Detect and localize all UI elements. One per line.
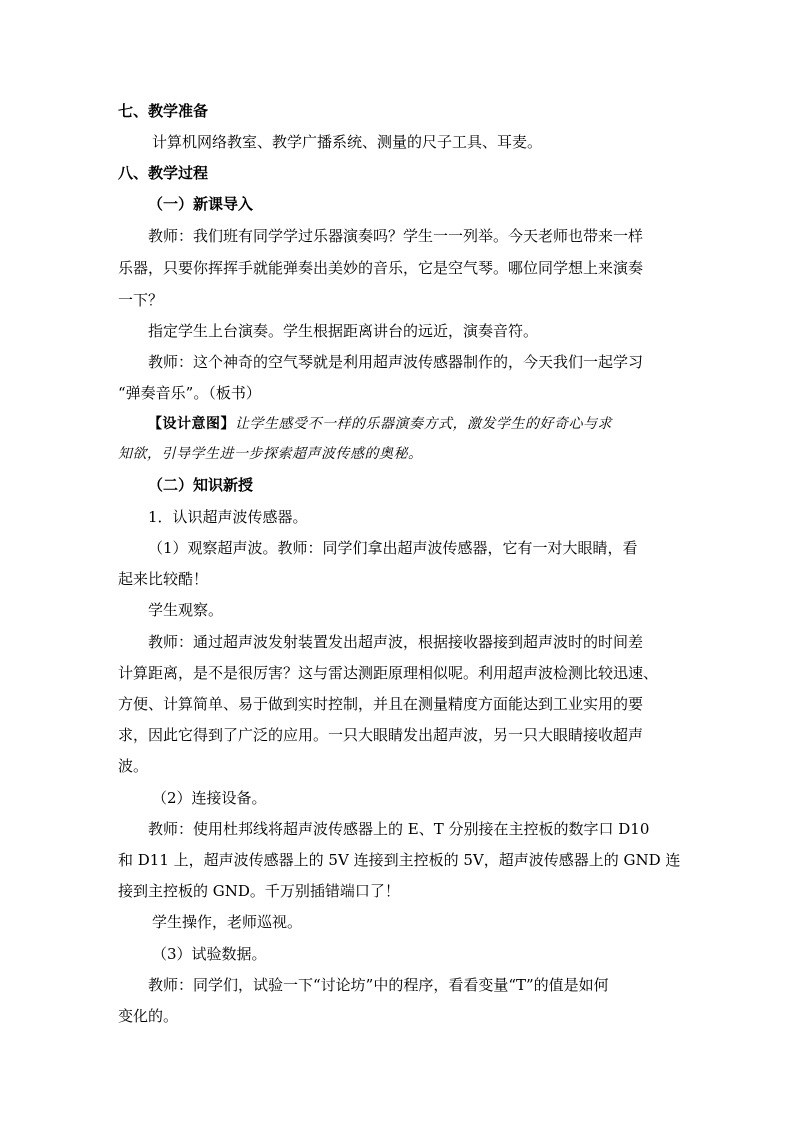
list-item-heading: （2）连接设备。	[152, 789, 267, 807]
paragraph-line: 一下？	[118, 291, 164, 309]
paragraph-line: 教师：这个神奇的空气琴就是利用超声波传感器制作的，今天我们一起学习	[148, 353, 644, 371]
paragraph-line: 教师：同学们，试验一下“讨论坊”中的程序，看看变量“T”的值是如何	[148, 976, 609, 994]
paragraph-line: 变化的。	[118, 1007, 179, 1025]
paragraph-line: 接到主控板的 GND。千万别插错端口了！	[118, 882, 400, 900]
paragraph-line: 学生操作，老师巡视。	[152, 913, 303, 931]
section-heading-teaching-process: 八、教学过程	[118, 164, 209, 182]
paragraph-line: 计算距离，是不是很厉害？这与雷达测距原理相似呢。利用超声波检测比较迅速、	[118, 664, 659, 682]
paragraph-line: 起来比较酷！	[118, 570, 209, 588]
paragraph-line: 求，因此它得到了广泛的应用。一只大眼睛发出超声波，另一只大眼睛接收超声	[118, 726, 644, 744]
list-item-heading: （3）试验数据。	[152, 945, 267, 963]
paragraph-line: 波。	[118, 757, 149, 775]
paragraph-line: 教师：我们班有同学学过乐器演奏吗？学生一一列举。今天老师也带来一样	[148, 227, 644, 245]
design-intent-note	[148, 414, 612, 434]
paragraph-prep-items: 计算机网络教室、教学广播系统、测量的尺子工具、耳麦。	[152, 133, 543, 151]
section-heading-teaching-prep: 七、教学准备	[118, 102, 209, 120]
paragraph-line: 和 D11 上，超声波传感器上的 5V 连接到主控板的 5V，超声波传感器上的 GND 连	[118, 851, 681, 869]
design-intent-label: 【设计意图】	[148, 416, 235, 432]
paragraph-line: （1）观察超声波。教师：同学们拿出超声波传感器，它有一对大眼睛，看	[148, 539, 638, 557]
paragraph-line: 教师：使用杜邦线将超声波传感器上的 E、T 分别接在主控板的数字口 D10	[148, 820, 650, 838]
subheading-knowledge-teaching: （二）知识新授	[148, 476, 254, 494]
design-intent-note-continued: 知欲，引导学生进一步探索超声波传感的奥秘。	[118, 446, 423, 462]
subheading-new-lesson-intro: （一）新课导入	[148, 195, 254, 213]
paragraph-line: 乐器，只要你挥挥手就能弹奏出美妙的音乐，它是空气琴。哪位同学想上来演奏	[118, 259, 644, 277]
paragraph-line: 方便、计算简单、易于做到实时控制，并且在测量精度方面能达到工业实用的要	[118, 695, 644, 713]
paragraph-line: “弹奏音乐”。（板书）	[118, 384, 261, 402]
list-item-heading: 1．认识超声波传感器。	[148, 508, 308, 526]
paragraph-line: 指定学生上台演奏。学生根据距离讲台的远近，演奏音符。	[148, 322, 539, 340]
paragraph-line: 教师：通过超声波发射装置发出超声波，根据接收器接到超声波时的时间差	[148, 633, 644, 651]
paragraph-line: 学生观察。	[148, 601, 224, 619]
design-intent-text: 让学生感受不一样的乐器演奏方式，激发学生的好奇心与求	[235, 416, 612, 432]
